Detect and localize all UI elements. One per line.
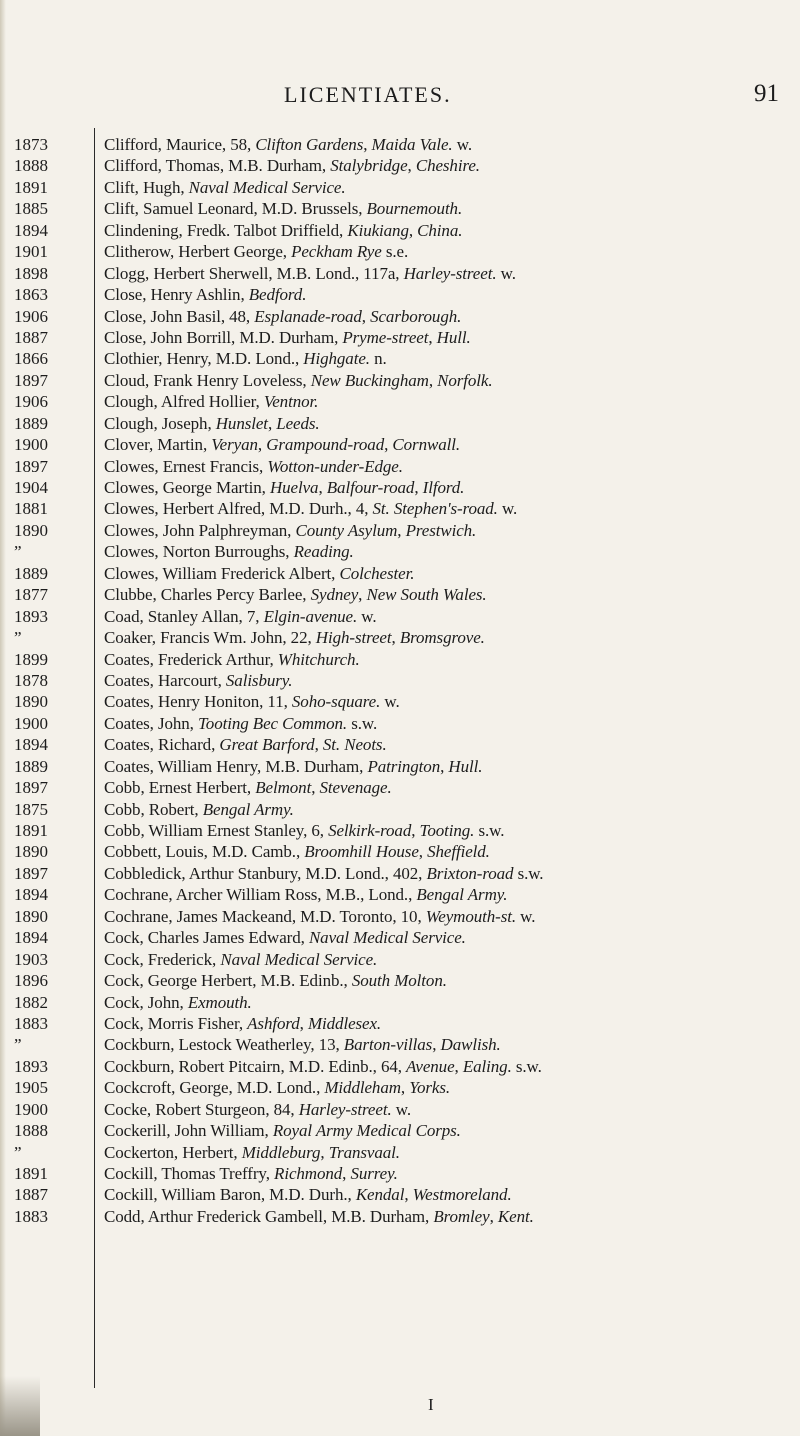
entry-text: Clifford, Thomas, M.B. Durham, Stalybridge, Cheshire. <box>104 156 480 176</box>
list-item <box>0 413 800 434</box>
list-item <box>0 799 800 820</box>
entry-year: 1863 <box>14 285 48 305</box>
entry-year: 1889 <box>14 413 48 433</box>
entry-text: Codd, Arthur Frederick Gambell, M.B. Durham, Bromley, Kent. <box>104 1206 534 1226</box>
entry-year: 1888 <box>14 156 48 176</box>
entry-year: 1896 <box>14 971 48 991</box>
entry-year: 1885 <box>14 199 48 219</box>
entry-text: Coaker, Francis Wm. John, 22, High-street, Bromsgrove. <box>104 628 485 648</box>
page-header <box>0 78 800 114</box>
list-item <box>0 370 800 391</box>
entry-year: 1888 <box>14 1121 48 1141</box>
list-item <box>0 198 800 219</box>
list-item <box>0 348 800 369</box>
list-item <box>0 734 800 755</box>
entry-year: 1891 <box>14 1164 48 1183</box>
list-item <box>0 1099 800 1120</box>
entry-year: 1904 <box>14 478 48 497</box>
entry-text: Clowes, Ernest Francis, Wotton-under-Edge. <box>104 456 403 476</box>
entry-year: 1897 <box>14 778 48 798</box>
list-item <box>0 884 800 905</box>
entry-year: 1887 <box>14 1185 48 1205</box>
list-item <box>0 584 800 605</box>
list-item <box>0 627 800 648</box>
entry-year: 1903 <box>14 949 48 969</box>
entry-year: 1873 <box>14 135 48 154</box>
entry-text: Clowes, Herbert Alfred, M.D. Durh., 4, St. Stephen's-road. w. <box>104 499 518 519</box>
entry-year: ” <box>14 628 22 648</box>
entry-text: Cock, Frederick, Naval Medical Service. <box>104 949 378 969</box>
list-item <box>0 1034 800 1055</box>
entry-year: 1890 <box>14 520 48 540</box>
entry-year: 1900 <box>14 713 48 733</box>
entry-year: 1889 <box>14 563 48 583</box>
list-item <box>0 1056 800 1077</box>
entry-text: Cobb, Robert, Bengal Army. <box>104 799 294 819</box>
entry-text: Clothier, Henry, M.D. Lond., Highgate. n. <box>104 349 387 369</box>
entry-text: Cobbledick, Arthur Stanbury, M.D. Lond., 402, Brixton-road s.w. <box>104 863 544 883</box>
entry-year: 1900 <box>14 435 48 455</box>
entry-year: 1897 <box>14 456 48 476</box>
list-item <box>0 649 800 670</box>
list-item <box>0 863 800 884</box>
list-item <box>0 1184 800 1205</box>
entry-year: 1881 <box>14 499 48 519</box>
entry-year: ” <box>14 542 22 562</box>
entry-text: Close, Henry Ashlin, Bedford. <box>104 285 307 305</box>
entry-text: Coates, Harcourt, Salisbury. <box>104 670 293 690</box>
list-item <box>0 563 800 584</box>
list-item <box>0 1142 800 1163</box>
entry-year: 1906 <box>14 306 48 326</box>
signature-mark: I <box>428 1395 434 1414</box>
entry-text: Cobb, William Ernest Stanley, 6, Selkirk-road, Tooting. s.w. <box>104 821 505 840</box>
list-item <box>0 477 800 498</box>
entry-text: Cochrane, Archer William Ross, M.B., Lond., Bengal Army. <box>104 885 508 905</box>
entry-text: Cock, Morris Fisher, Ashford, Middlesex. <box>104 1013 382 1033</box>
list-item <box>0 1206 800 1227</box>
entry-year: ” <box>14 1035 22 1055</box>
entry-year: 1900 <box>14 1099 48 1119</box>
entry-year: 1890 <box>14 842 48 862</box>
entry-year: 1905 <box>14 1078 48 1098</box>
running-title: LICENTIATES. <box>284 82 452 107</box>
entry-text: Cocke, Robert Sturgeon, 84, Harley-street. w. <box>104 1099 411 1119</box>
entry-text: Close, John Basil, 48, Esplanade-road, Scarborough. <box>104 306 462 326</box>
page-number: 91 <box>754 80 779 107</box>
list-item <box>0 498 800 519</box>
entry-text: Cock, John, Exmouth. <box>104 992 252 1012</box>
entry-text: Cock, George Herbert, M.B. Edinb., South Molton. <box>104 971 447 991</box>
entry-year: 1891 <box>14 821 48 840</box>
list-item <box>0 992 800 1013</box>
list-item <box>0 220 800 241</box>
list-item <box>0 541 800 562</box>
entry-text: Clift, Hugh, Naval Medical Service. <box>104 177 346 197</box>
list-item <box>0 456 800 477</box>
list-item <box>0 391 800 412</box>
entry-text: Coad, Stanley Allan, 7, Elgin-avenue. w. <box>104 606 377 626</box>
entry-text: Clowes, John Palphreyman, County Asylum, Prestwich. <box>104 520 477 540</box>
entry-text: Clitherow, Herbert George, Peckham Rye s.e. <box>104 242 409 262</box>
entry-year: 1875 <box>14 799 48 819</box>
entry-text: Clover, Martin, Veryan, Grampound-road, Cornwall. <box>104 435 461 455</box>
entry-year: 1889 <box>14 756 48 776</box>
list-item <box>0 691 800 712</box>
page-corner-shadow <box>0 1376 40 1436</box>
entry-text: Cobb, Ernest Herbert, Belmont, Stevenage. <box>104 778 392 798</box>
list-item <box>0 927 800 948</box>
list-item <box>0 284 800 305</box>
list-item <box>0 134 800 155</box>
entry-year: 1883 <box>14 1013 48 1033</box>
entry-text: Cloud, Frank Henry Loveless, New Buckingham, Norfolk. <box>104 370 493 390</box>
entry-year: 1894 <box>14 220 48 240</box>
entry-text: Cockill, Thomas Treffry, Richmond, Surrey. <box>104 1164 398 1183</box>
entry-text: Coates, Henry Honiton, 11, Soho-square. w. <box>104 692 400 712</box>
list-item <box>0 606 800 627</box>
entry-text: Close, John Borrill, M.D. Durham, Pryme-street, Hull. <box>104 327 471 347</box>
entry-year: 1894 <box>14 735 48 755</box>
entry-text: Coates, John, Tooting Bec Common. s.w. <box>104 713 378 733</box>
entry-text: Coates, Frederick Arthur, Whitchurch. <box>104 649 360 669</box>
entry-year: 1899 <box>14 649 48 669</box>
list-item <box>0 906 800 927</box>
entry-text: Clift, Samuel Leonard, M.D. Brussels, Bournemouth. <box>104 199 463 219</box>
entry-text: Clowes, Norton Burroughs, Reading. <box>104 542 354 562</box>
entry-text: Cobbett, Louis, M.D. Camb., Broomhill House, Sheffield. <box>104 842 490 862</box>
list-item <box>0 177 800 198</box>
entry-year: ” <box>14 1142 22 1162</box>
entry-text: Cockill, William Baron, M.D. Durh., Kendal, Westmoreland. <box>104 1185 512 1205</box>
entry-year: 1887 <box>14 327 48 347</box>
entry-year: 1906 <box>14 392 48 412</box>
list-item <box>0 670 800 691</box>
list-item <box>0 520 800 541</box>
list-item <box>0 777 800 798</box>
entry-year: 1890 <box>14 906 48 926</box>
entry-year: 1882 <box>14 992 48 1012</box>
entry-year: 1883 <box>14 1206 48 1226</box>
list-item <box>0 306 800 327</box>
list-item <box>0 756 800 777</box>
entry-year: 1897 <box>14 863 48 883</box>
entry-text: Clowes, William Frederick Albert, Colchester. <box>104 563 415 583</box>
list-item <box>0 155 800 176</box>
list-item <box>0 713 800 734</box>
licentiates-list <box>0 134 800 1227</box>
list-item <box>0 1120 800 1141</box>
list-item <box>0 949 800 970</box>
entry-text: Coates, Richard, Great Barford, St. Neots. <box>104 735 387 755</box>
entry-text: Clindening, Fredk. Talbot Driffield, Kiukiang, China. <box>104 220 463 240</box>
entry-year: 1891 <box>14 177 48 197</box>
list-item <box>0 1163 800 1184</box>
entry-text: Cock, Charles James Edward, Naval Medical Service. <box>104 928 466 948</box>
entry-year: 1893 <box>14 606 48 626</box>
entry-year: 1901 <box>14 242 48 262</box>
entry-text: Cockburn, Robert Pitcairn, M.D. Edinb., 64, Avenue, Ealing. s.w. <box>104 1056 542 1076</box>
entry-year: 1893 <box>14 1056 48 1076</box>
list-item <box>0 1013 800 1034</box>
entry-text: Cockcroft, George, M.D. Lond., Middleham, Yorks. <box>104 1078 451 1098</box>
entry-text: Clogg, Herbert Sherwell, M.B. Lond., 117a, Harley-street. w. <box>104 263 516 283</box>
entry-year: 1894 <box>14 885 48 905</box>
entry-text: Cockburn, Lestock Weatherley, 13, Barton-villas, Dawlish. <box>104 1035 501 1055</box>
list-item <box>0 820 800 841</box>
list-item <box>0 970 800 991</box>
entry-year: 1877 <box>14 585 48 605</box>
entry-text: Clubbe, Charles Percy Barlee, Sydney, New South Wales. <box>104 585 487 605</box>
entry-year: 1898 <box>14 263 48 283</box>
entry-year: 1897 <box>14 370 48 390</box>
entry-text: Cockerill, John William, Royal Army Medical Corps. <box>104 1121 461 1141</box>
entry-text: Clowes, George Martin, Huelva, Balfour-road, Ilford. <box>104 478 465 497</box>
entry-text: Clough, Joseph, Hunslet, Leeds. <box>104 413 320 433</box>
list-item <box>0 1077 800 1098</box>
entry-year: 1866 <box>14 349 48 369</box>
entry-text: Coates, William Henry, M.B. Durham, Patrington, Hull. <box>104 756 483 776</box>
list-item <box>0 263 800 284</box>
entry-text: Cockerton, Herbert, Middleburg, Transvaal. <box>104 1142 400 1162</box>
list-item <box>0 434 800 455</box>
entry-text: Clough, Alfred Hollier, Ventnor. <box>104 392 319 412</box>
entry-year: 1894 <box>14 928 48 948</box>
list-item <box>0 241 800 262</box>
entry-year: 1890 <box>14 692 48 712</box>
entry-year: 1878 <box>14 670 48 690</box>
list-item <box>0 327 800 348</box>
list-item <box>0 841 800 862</box>
entry-text: Clifford, Maurice, 58, Clifton Gardens, Maida Vale. w. <box>104 135 472 154</box>
entry-text: Cochrane, James Mackeand, M.D. Toronto, 10, Weymouth-st. w. <box>104 906 536 926</box>
